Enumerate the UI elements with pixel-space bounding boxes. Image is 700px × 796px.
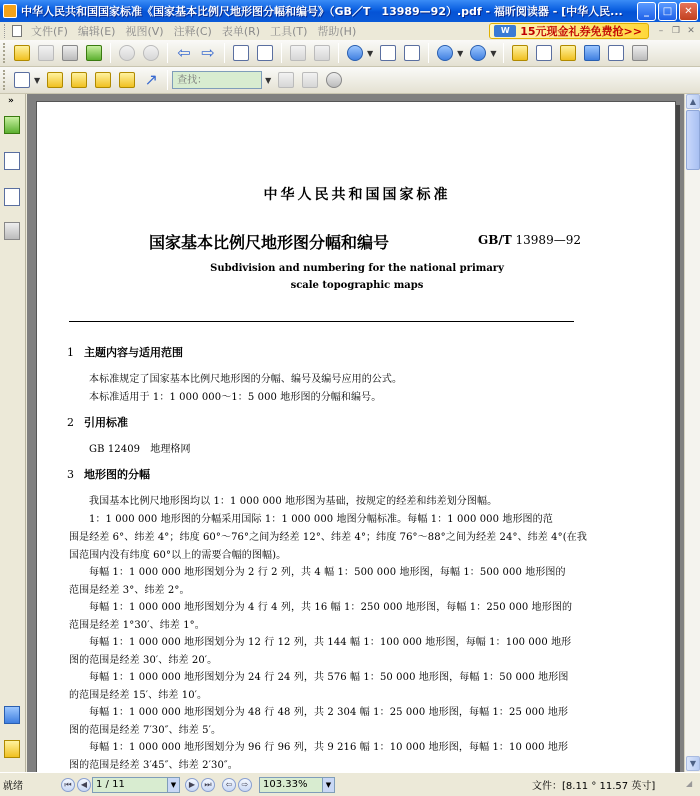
arrow-icon: ↗ (144, 70, 158, 89)
cursor-icon (560, 45, 576, 61)
layers-panel-button[interactable] (4, 222, 22, 242)
section-heading (67, 414, 128, 430)
toolbar-grip[interactable] (3, 43, 6, 63)
attachments-panel-button[interactable] (4, 740, 22, 760)
zoom-level-field[interactable]: 103.33% (259, 777, 323, 793)
magnifier-icon (347, 45, 363, 61)
single-page-icon (233, 45, 249, 61)
hand-tool-button[interactable] (509, 42, 531, 64)
binoculars-icon (584, 45, 600, 61)
document-title: 国家基本比例尺地形图分幅和编号 (149, 233, 390, 252)
menu-view[interactable]: 视图(V) (125, 25, 164, 38)
forward-nav-button[interactable]: ⇨ (238, 778, 252, 792)
save-icon (38, 45, 54, 61)
snapshot-button[interactable] (629, 42, 651, 64)
note-icon (14, 72, 30, 88)
toolbar-separator (428, 43, 429, 63)
pencil-icon (71, 72, 87, 88)
toolbar-separator (224, 43, 225, 63)
doc-minimize-icon[interactable]: – (658, 26, 664, 36)
back-button[interactable] (173, 42, 195, 64)
toolbar-separator (110, 43, 111, 63)
zoom-out-dropdown-icon[interactable]: ▼ (457, 48, 464, 58)
section-heading (67, 344, 183, 360)
continuous-page-icon (257, 45, 273, 61)
doc-restore-icon[interactable]: ❐ (671, 26, 681, 36)
status-text: 就绪 (3, 781, 23, 792)
search-prev-icon (278, 72, 294, 88)
text-line: 每幅 1：1 000 000 地形图划分为 24 行 24 列，共 576 幅 1：50 000 地形图，每幅 1：50 000 地形图 (89, 672, 569, 683)
toolbar-separator (281, 43, 282, 63)
rotate-left-icon (290, 45, 306, 61)
window-title: 中华人民共和国国家标准《国家基本比例尺地形图分幅和编号》（GB／T 13989—92）.pdf - 福昕阅读器 - [中华人民... (21, 5, 623, 18)
highlight-tool-button[interactable] (44, 69, 66, 91)
search-icon (326, 72, 342, 88)
promo-logo-icon: W (494, 25, 516, 37)
promo-banner[interactable] (489, 23, 649, 39)
text-line: 范围是经差 1°30′、纬差 1°。 (69, 620, 205, 631)
fit-width-icon (404, 45, 420, 61)
prev-page-nav-button[interactable]: ◀ (77, 778, 91, 792)
status-bar (0, 772, 700, 796)
text-line: 每幅 1：1 000 000 地形图划分为 12 行 12 列，共 144 幅 1：100 000 地形图，每幅 1：100 000 地形 (89, 637, 572, 648)
print-button[interactable] (59, 42, 81, 64)
text-select-button[interactable] (533, 42, 555, 64)
minimize-button[interactable]: _ (637, 2, 656, 21)
section-title: 主题内容与适用范围 (84, 346, 183, 359)
menu-bar (0, 22, 700, 40)
zoom-in-dropdown-icon[interactable]: ▼ (490, 48, 497, 58)
search-input[interactable] (172, 71, 262, 89)
menu-form[interactable]: 表单(R) (221, 25, 261, 38)
vertical-scrollbar[interactable] (684, 94, 700, 772)
search-prev-button[interactable] (275, 69, 297, 91)
resize-grip-icon[interactable]: ◢ (686, 778, 693, 788)
note-tool-button[interactable] (11, 69, 33, 91)
text-line: 范围是经差 3°、纬差 2°。 (69, 585, 190, 596)
navigation-sidebar (0, 94, 26, 772)
fit-page-icon (380, 45, 396, 61)
toolbar-separator (167, 43, 168, 63)
rotate-right-button[interactable] (311, 42, 333, 64)
text-line: 国范围内没有纬度 60°以上的需要合幅的图幅)。 (69, 550, 287, 561)
callout-icon (119, 72, 135, 88)
fit-page-button[interactable] (377, 42, 399, 64)
page-number-field[interactable]: 1 / 11 (92, 777, 168, 793)
callout-tool-button[interactable] (116, 69, 138, 91)
comments-panel-button[interactable] (4, 188, 22, 208)
find-button[interactable] (581, 42, 603, 64)
page-dropdown-icon[interactable]: ▼ (168, 777, 180, 793)
hand-icon (512, 45, 528, 61)
select-tool-button[interactable] (557, 42, 579, 64)
zoom-in-button[interactable] (467, 42, 489, 64)
search-next-icon (302, 72, 318, 88)
text-line: 我国基本比例尺地形图均以 1：1 000 000 地形图为基础，按规定的经差和纬差划分图幅。 (89, 496, 498, 507)
arrow-tool-button[interactable] (140, 69, 162, 91)
single-page-button[interactable] (230, 42, 252, 64)
sidebar-expand-icon[interactable]: » (8, 96, 14, 106)
note-tool-dropdown-icon[interactable]: ▼ (34, 75, 41, 85)
toolbar-separator (338, 43, 339, 63)
document-menu-icon[interactable] (12, 25, 22, 37)
textbox-icon (95, 72, 111, 88)
comment-toolbar (0, 67, 700, 94)
toolbar-separator (167, 70, 168, 90)
zoom-tool-dropdown-icon[interactable]: ▼ (367, 48, 374, 58)
last-page-nav-button[interactable]: ⏭ (201, 778, 215, 792)
toolbar-separator (503, 43, 504, 63)
up-circle-icon (119, 45, 135, 61)
bookmarks-panel-button[interactable] (4, 116, 22, 136)
menu-help[interactable]: 帮助(H) (317, 25, 357, 38)
continuous-page-button[interactable] (254, 42, 276, 64)
forward-arrow-icon: ⇨ (201, 43, 215, 62)
first-page-nav-button[interactable]: ⏮ (61, 778, 75, 792)
rotate-left-button[interactable] (287, 42, 309, 64)
signature-icon (4, 706, 20, 724)
zoom-tool-button[interactable] (344, 42, 366, 64)
highlighter-icon (47, 72, 63, 88)
menu-edit[interactable]: 编辑(E) (77, 25, 116, 38)
paragraph: 本标准适用于 1：1 000 000～1：5 000 地形图的分幅和编号。 (89, 392, 382, 403)
printer-icon (62, 45, 78, 61)
zoom-out-button[interactable] (434, 42, 456, 64)
menu-tools[interactable]: 工具(T) (270, 25, 308, 38)
scroll-down-button[interactable]: ▼ (686, 756, 700, 771)
section-title: 引用标准 (84, 416, 128, 429)
text-line: 图的范围是经差 3′45″、纬差 2′30″。 (69, 760, 238, 771)
text-line: 围是经差 6°、纬差 4°；纬度 60°～76°之间为经差 12°、纬差 4°；纬度 76°～88°之间为经差 24°、纬差 4°(在我 (69, 532, 587, 543)
page-size-info: 文件：[8.11 ° 11.57 英寸] (532, 781, 656, 792)
zoom-out-icon (437, 45, 453, 61)
fit-width-button[interactable] (401, 42, 423, 64)
doc-close-icon[interactable]: ✕ (687, 26, 695, 36)
menu-comment[interactable]: 注释(C) (173, 25, 212, 38)
english-title-line-2: scale topographic maps (290, 280, 424, 291)
standard-code (478, 233, 581, 247)
text-select-icon (536, 45, 552, 61)
layers-icon (4, 222, 20, 240)
text-line: 图的范围是经差 7′30″、纬差 5′。 (69, 725, 222, 736)
english-title-line-1: Subdivision and numbering for the national primary (210, 263, 504, 274)
section-number: 1 (67, 346, 74, 359)
open-button[interactable] (11, 42, 33, 64)
search-dropdown-icon[interactable]: ▼ (265, 75, 272, 85)
text-line: 1：1 000 000 地形图的分幅采用国际 1：1 000 000 地图分幅标准。每幅 1：1 000 000 地形图的范 (89, 514, 553, 525)
search-next-button[interactable] (299, 69, 321, 91)
comments-icon (4, 188, 20, 206)
next-page-nav-button[interactable]: ▶ (185, 778, 199, 792)
advanced-search-button[interactable] (323, 69, 345, 91)
pencil-tool-button[interactable] (68, 69, 90, 91)
close-button[interactable]: ✕ (679, 2, 698, 21)
foxit-app-icon[interactable] (3, 4, 17, 18)
menu-file[interactable]: 文件(F) (31, 25, 68, 38)
camera-icon (632, 45, 648, 61)
down-circle-icon (143, 45, 159, 61)
scroll-up-button[interactable]: ▲ (686, 94, 700, 109)
section-number: 3 (67, 468, 74, 481)
email-icon (86, 45, 102, 61)
text-line: 每幅 1：1 000 000 地形图划分为 96 行 96 列，共 9 216 幅 1：10 000 地形图，每幅 1：10 000 地形 (89, 742, 569, 753)
section-heading (67, 466, 150, 482)
textbox-tool-button[interactable] (92, 69, 114, 91)
standard-code-prefix: GB/T (478, 233, 512, 247)
toolbar-grip[interactable] (3, 70, 6, 90)
text-line: 的范围是经差 15′、纬差 10′。 (69, 690, 208, 701)
back-nav-button[interactable]: ⇦ (222, 778, 236, 792)
pdf-page[interactable] (36, 101, 676, 772)
title-bar[interactable] (0, 0, 700, 22)
pages-panel-button[interactable] (4, 152, 22, 172)
paperclip-icon (4, 740, 20, 758)
signatures-panel-button[interactable] (4, 706, 22, 726)
standard-code-number: 13989—92 (515, 233, 581, 247)
prev-page-button[interactable] (140, 42, 162, 64)
bookmark-icon (4, 116, 20, 134)
title-divider (69, 321, 574, 322)
pages-icon (4, 152, 20, 170)
zoom-dropdown-icon[interactable]: ▼ (323, 777, 335, 793)
maximize-button[interactable]: □ (658, 2, 677, 21)
promo-text: 15元现金礼券免费抢>> (520, 25, 642, 38)
paragraph: GB 12409 地理格网 (89, 444, 191, 455)
typewriter-button[interactable] (605, 42, 627, 64)
paragraph: 本标准规定了国家基本比例尺地形图的分幅、编号及编号应用的公式。 (89, 374, 403, 385)
text-line: 图的范围是经差 30′、纬差 20′。 (69, 655, 218, 666)
forward-button[interactable] (197, 42, 219, 64)
document-view[interactable] (27, 94, 684, 772)
first-page-button[interactable] (116, 42, 138, 64)
text-line: 每幅 1：1 000 000 地形图划分为 48 行 48 列，共 2 304 幅 1：25 000 地形图，每幅 1：25 000 地形 (89, 707, 569, 718)
menubar-grip[interactable] (4, 24, 8, 38)
back-arrow-icon: ⇦ (177, 43, 191, 62)
text-line: 每幅 1：1 000 000 地形图划分为 4 行 4 列，共 16 幅 1：250 000 地形图，每幅 1：250 000 地形图的 (89, 602, 573, 613)
scroll-thumb[interactable] (686, 110, 700, 170)
save-button[interactable] (35, 42, 57, 64)
rotate-right-icon (314, 45, 330, 61)
zoom-in-icon (470, 45, 486, 61)
open-folder-icon (14, 45, 30, 61)
national-standard-heading: 中华人民共和国国家标准 (263, 187, 451, 203)
section-number: 2 (67, 416, 74, 429)
typewriter-icon (608, 45, 624, 61)
email-button[interactable] (83, 42, 105, 64)
section-title: 地形图的分幅 (84, 468, 150, 481)
text-line: 每幅 1：1 000 000 地形图划分为 2 行 2 列，共 4 幅 1：500 000 地形图，每幅 1：500 000 地形图的 (89, 567, 566, 578)
main-toolbar (0, 40, 700, 67)
